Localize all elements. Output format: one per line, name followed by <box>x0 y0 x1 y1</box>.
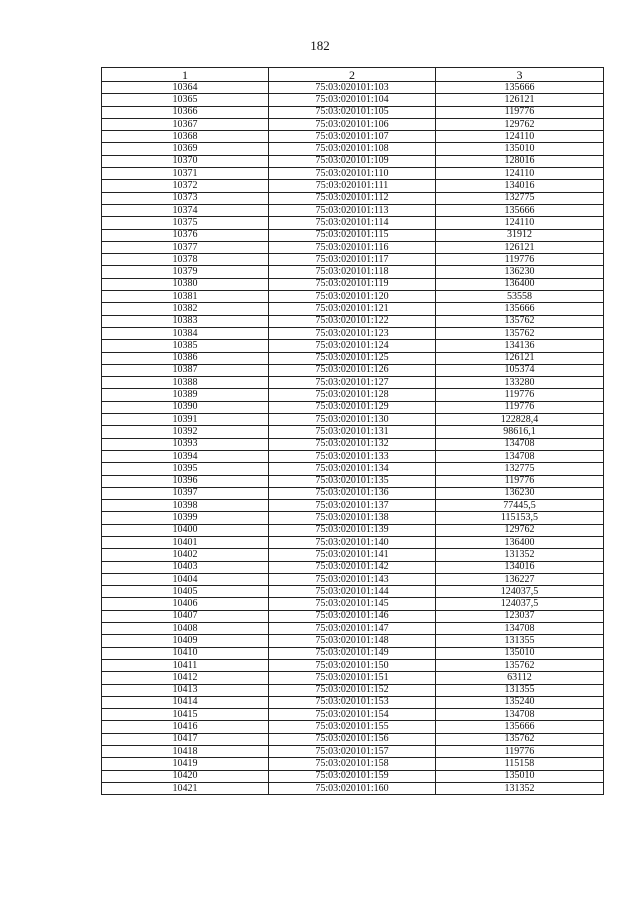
record-number-cell: 10403 <box>102 561 269 573</box>
table-row <box>102 340 604 352</box>
table-row <box>102 475 604 487</box>
value-cell: 122828,4 <box>436 414 604 426</box>
cadastral-number-cell: 75:03:020101:122 <box>269 315 436 327</box>
table-row <box>102 315 604 327</box>
record-number-cell: 10401 <box>102 536 269 548</box>
record-number-cell: 10366 <box>102 106 269 118</box>
table-row <box>102 229 604 241</box>
value-cell: 119776 <box>436 746 604 758</box>
value-cell: 136230 <box>436 266 604 278</box>
record-number-cell: 10368 <box>102 131 269 143</box>
cadastral-number-cell: 75:03:020101:133 <box>269 450 436 462</box>
cadastral-number-cell: 75:03:020101:155 <box>269 721 436 733</box>
record-number-cell: 10364 <box>102 82 269 94</box>
cadastral-number-cell: 75:03:020101:135 <box>269 475 436 487</box>
table-row <box>102 782 604 794</box>
column-header-2: 2 <box>269 68 436 82</box>
value-cell: 126121 <box>436 352 604 364</box>
record-number-cell: 10390 <box>102 401 269 413</box>
table-row <box>102 770 604 782</box>
cadastral-number-cell: 75:03:020101:140 <box>269 536 436 548</box>
table-row <box>102 463 604 475</box>
cadastral-number-cell: 75:03:020101:147 <box>269 623 436 635</box>
table-header <box>102 68 604 82</box>
cadastral-number-cell: 75:03:020101:151 <box>269 672 436 684</box>
record-number-cell: 10373 <box>102 192 269 204</box>
value-cell: 105374 <box>436 364 604 376</box>
value-cell: 134016 <box>436 180 604 192</box>
cadastral-number-cell: 75:03:020101:149 <box>269 647 436 659</box>
table-row <box>102 500 604 512</box>
value-cell: 131355 <box>436 684 604 696</box>
table-row <box>102 647 604 659</box>
value-cell: 126121 <box>436 241 604 253</box>
value-cell: 119776 <box>436 401 604 413</box>
record-number-cell: 10375 <box>102 217 269 229</box>
table-row <box>102 278 604 290</box>
value-cell: 124110 <box>436 168 604 180</box>
cadastral-number-cell: 75:03:020101:158 <box>269 758 436 770</box>
record-number-cell: 10405 <box>102 586 269 598</box>
table-row <box>102 684 604 696</box>
table-row <box>102 204 604 216</box>
record-number-cell: 10380 <box>102 278 269 290</box>
table-row <box>102 561 604 573</box>
table-row <box>102 401 604 413</box>
cadastral-number-cell: 75:03:020101:105 <box>269 106 436 118</box>
table-row <box>102 131 604 143</box>
value-cell: 136230 <box>436 487 604 499</box>
record-number-cell: 10372 <box>102 180 269 192</box>
value-cell: 135762 <box>436 327 604 339</box>
value-cell: 135010 <box>436 647 604 659</box>
cadastral-number-cell: 75:03:020101:132 <box>269 438 436 450</box>
table-row <box>102 549 604 561</box>
cadastral-number-cell: 75:03:020101:142 <box>269 561 436 573</box>
table-row <box>102 364 604 376</box>
page-number: 182 <box>310 38 330 53</box>
table-row <box>102 709 604 721</box>
record-number-cell: 10413 <box>102 684 269 696</box>
value-cell: 53558 <box>436 291 604 303</box>
cadastral-number-cell: 75:03:020101:120 <box>269 291 436 303</box>
record-number-cell: 10397 <box>102 487 269 499</box>
value-cell: 124037,5 <box>436 586 604 598</box>
table-row <box>102 696 604 708</box>
table-row <box>102 573 604 585</box>
value-cell: 119776 <box>436 254 604 266</box>
cadastral-number-cell: 75:03:020101:106 <box>269 118 436 130</box>
table-row <box>102 426 604 438</box>
value-cell: 126121 <box>436 94 604 106</box>
record-number-cell: 10419 <box>102 758 269 770</box>
record-number-cell: 10418 <box>102 746 269 758</box>
cadastral-number-cell: 75:03:020101:113 <box>269 204 436 216</box>
cadastral-number-cell: 75:03:020101:121 <box>269 303 436 315</box>
cadastral-number-cell: 75:03:020101:138 <box>269 512 436 524</box>
record-number-cell: 10383 <box>102 315 269 327</box>
table-row <box>102 659 604 671</box>
value-cell: 98616,1 <box>436 426 604 438</box>
table-row <box>102 303 604 315</box>
record-number-cell: 10404 <box>102 573 269 585</box>
value-cell: 135762 <box>436 659 604 671</box>
cadastral-number-cell: 75:03:020101:130 <box>269 414 436 426</box>
cadastral-number-cell: 75:03:020101:145 <box>269 598 436 610</box>
record-number-cell: 10408 <box>102 623 269 635</box>
record-number-cell: 10392 <box>102 426 269 438</box>
value-cell: 119776 <box>436 389 604 401</box>
record-number-cell: 10385 <box>102 340 269 352</box>
cadastral-number-cell: 75:03:020101:117 <box>269 254 436 266</box>
cadastral-number-cell: 75:03:020101:144 <box>269 586 436 598</box>
cadastral-number-cell: 75:03:020101:134 <box>269 463 436 475</box>
header-row <box>102 68 604 82</box>
record-number-cell: 10378 <box>102 254 269 266</box>
value-cell: 124110 <box>436 131 604 143</box>
table-row <box>102 327 604 339</box>
parcel-table <box>101 67 604 795</box>
cadastral-number-cell: 75:03:020101:126 <box>269 364 436 376</box>
record-number-cell: 10420 <box>102 770 269 782</box>
value-cell: 135666 <box>436 721 604 733</box>
cadastral-number-cell: 75:03:020101:139 <box>269 524 436 536</box>
cadastral-number-cell: 75:03:020101:148 <box>269 635 436 647</box>
value-cell: 128016 <box>436 155 604 167</box>
value-cell: 119776 <box>436 475 604 487</box>
record-number-cell: 10387 <box>102 364 269 376</box>
value-cell: 136400 <box>436 278 604 290</box>
table-row <box>102 438 604 450</box>
table-row <box>102 192 604 204</box>
value-cell: 135762 <box>436 315 604 327</box>
record-number-cell: 10369 <box>102 143 269 155</box>
table-row <box>102 217 604 229</box>
table-row <box>102 758 604 770</box>
cadastral-number-cell: 75:03:020101:119 <box>269 278 436 290</box>
record-number-cell: 10389 <box>102 389 269 401</box>
cadastral-number-cell: 75:03:020101:131 <box>269 426 436 438</box>
table-row <box>102 155 604 167</box>
record-number-cell: 10400 <box>102 524 269 536</box>
record-number-cell: 10393 <box>102 438 269 450</box>
record-number-cell: 10421 <box>102 782 269 794</box>
record-number-cell: 10381 <box>102 291 269 303</box>
table-row <box>102 241 604 253</box>
value-cell: 115158 <box>436 758 604 770</box>
table-row <box>102 635 604 647</box>
table-body <box>102 82 604 795</box>
cadastral-number-cell: 75:03:020101:156 <box>269 733 436 745</box>
value-cell: 136227 <box>436 573 604 585</box>
cadastral-number-cell: 75:03:020101:150 <box>269 659 436 671</box>
record-number-cell: 10370 <box>102 155 269 167</box>
cadastral-number-cell: 75:03:020101:123 <box>269 327 436 339</box>
record-number-cell: 10394 <box>102 450 269 462</box>
record-number-cell: 10402 <box>102 549 269 561</box>
value-cell: 136400 <box>436 536 604 548</box>
value-cell: 135762 <box>436 733 604 745</box>
cadastral-number-cell: 75:03:020101:136 <box>269 487 436 499</box>
value-cell: 124037,5 <box>436 598 604 610</box>
record-number-cell: 10412 <box>102 672 269 684</box>
table-row <box>102 524 604 536</box>
record-number-cell: 10374 <box>102 204 269 216</box>
table-row <box>102 746 604 758</box>
cadastral-number-cell: 75:03:020101:104 <box>269 94 436 106</box>
table-row <box>102 721 604 733</box>
value-cell: 131355 <box>436 635 604 647</box>
cadastral-number-cell: 75:03:020101:103 <box>269 82 436 94</box>
record-number-cell: 10367 <box>102 118 269 130</box>
value-cell: 134136 <box>436 340 604 352</box>
cadastral-number-cell: 75:03:020101:110 <box>269 168 436 180</box>
table-row <box>102 610 604 622</box>
table-row <box>102 180 604 192</box>
cadastral-number-cell: 75:03:020101:107 <box>269 131 436 143</box>
value-cell: 134016 <box>436 561 604 573</box>
value-cell: 119776 <box>436 106 604 118</box>
record-number-cell: 10391 <box>102 414 269 426</box>
column-header-3: 3 <box>436 68 604 82</box>
table-row <box>102 487 604 499</box>
record-number-cell: 10398 <box>102 500 269 512</box>
cadastral-number-cell: 75:03:020101:128 <box>269 389 436 401</box>
cadastral-number-cell: 75:03:020101:154 <box>269 709 436 721</box>
cadastral-number-cell: 75:03:020101:137 <box>269 500 436 512</box>
cadastral-number-cell: 75:03:020101:125 <box>269 352 436 364</box>
record-number-cell: 10416 <box>102 721 269 733</box>
value-cell: 135666 <box>436 303 604 315</box>
value-cell: 129762 <box>436 524 604 536</box>
record-number-cell: 10409 <box>102 635 269 647</box>
cadastral-number-cell: 75:03:020101:108 <box>269 143 436 155</box>
table-row <box>102 94 604 106</box>
cadastral-number-cell: 75:03:020101:143 <box>269 573 436 585</box>
value-cell: 131352 <box>436 782 604 794</box>
cadastral-number-cell: 75:03:020101:124 <box>269 340 436 352</box>
table-row <box>102 82 604 94</box>
value-cell: 134708 <box>436 450 604 462</box>
cadastral-number-cell: 75:03:020101:114 <box>269 217 436 229</box>
value-cell: 129762 <box>436 118 604 130</box>
column-header-1: 1 <box>102 68 269 82</box>
record-number-cell: 10384 <box>102 327 269 339</box>
record-number-cell: 10396 <box>102 475 269 487</box>
record-number-cell: 10406 <box>102 598 269 610</box>
record-number-cell: 10395 <box>102 463 269 475</box>
table-row <box>102 254 604 266</box>
value-cell: 135010 <box>436 143 604 155</box>
value-cell: 123037 <box>436 610 604 622</box>
cadastral-number-cell: 75:03:020101:160 <box>269 782 436 794</box>
table-row <box>102 733 604 745</box>
record-number-cell: 10371 <box>102 168 269 180</box>
cadastral-number-cell: 75:03:020101:116 <box>269 241 436 253</box>
table-row <box>102 291 604 303</box>
record-number-cell: 10407 <box>102 610 269 622</box>
record-number-cell: 10417 <box>102 733 269 745</box>
table-row <box>102 512 604 524</box>
table-row <box>102 377 604 389</box>
value-cell: 135010 <box>436 770 604 782</box>
value-cell: 124110 <box>436 217 604 229</box>
cadastral-number-cell: 75:03:020101:127 <box>269 377 436 389</box>
table-row <box>102 389 604 401</box>
value-cell: 133280 <box>436 377 604 389</box>
record-number-cell: 10382 <box>102 303 269 315</box>
value-cell: 134708 <box>436 709 604 721</box>
cadastral-number-cell: 75:03:020101:118 <box>269 266 436 278</box>
value-cell: 134708 <box>436 623 604 635</box>
cadastral-number-cell: 75:03:020101:115 <box>269 229 436 241</box>
value-cell: 135666 <box>436 204 604 216</box>
record-number-cell: 10386 <box>102 352 269 364</box>
record-number-cell: 10410 <box>102 647 269 659</box>
value-cell: 77445,5 <box>436 500 604 512</box>
value-cell: 131352 <box>436 549 604 561</box>
table-row <box>102 598 604 610</box>
cadastral-number-cell: 75:03:020101:146 <box>269 610 436 622</box>
record-number-cell: 10415 <box>102 709 269 721</box>
table-row <box>102 450 604 462</box>
cadastral-number-cell: 75:03:020101:112 <box>269 192 436 204</box>
table-row <box>102 414 604 426</box>
value-cell: 132775 <box>436 192 604 204</box>
record-number-cell: 10377 <box>102 241 269 253</box>
value-cell: 134708 <box>436 438 604 450</box>
cadastral-number-cell: 75:03:020101:111 <box>269 180 436 192</box>
record-number-cell: 10365 <box>102 94 269 106</box>
table-row <box>102 586 604 598</box>
value-cell: 135666 <box>436 82 604 94</box>
value-cell: 31912 <box>436 229 604 241</box>
table-row <box>102 266 604 278</box>
table-row <box>102 143 604 155</box>
table-row <box>102 118 604 130</box>
record-number-cell: 10414 <box>102 696 269 708</box>
record-number-cell: 10376 <box>102 229 269 241</box>
cadastral-number-cell: 75:03:020101:159 <box>269 770 436 782</box>
cadastral-number-cell: 75:03:020101:157 <box>269 746 436 758</box>
table-row <box>102 106 604 118</box>
table-row <box>102 536 604 548</box>
value-cell: 135240 <box>436 696 604 708</box>
value-cell: 132775 <box>436 463 604 475</box>
record-number-cell: 10411 <box>102 659 269 671</box>
cadastral-number-cell: 75:03:020101:141 <box>269 549 436 561</box>
table-row <box>102 168 604 180</box>
value-cell: 63112 <box>436 672 604 684</box>
cadastral-number-cell: 75:03:020101:109 <box>269 155 436 167</box>
cadastral-number-cell: 75:03:020101:129 <box>269 401 436 413</box>
table-row <box>102 352 604 364</box>
table-row <box>102 672 604 684</box>
table-row <box>102 623 604 635</box>
cadastral-number-cell: 75:03:020101:152 <box>269 684 436 696</box>
record-number-cell: 10388 <box>102 377 269 389</box>
record-number-cell: 10379 <box>102 266 269 278</box>
value-cell: 115153,5 <box>436 512 604 524</box>
record-number-cell: 10399 <box>102 512 269 524</box>
cadastral-number-cell: 75:03:020101:153 <box>269 696 436 708</box>
